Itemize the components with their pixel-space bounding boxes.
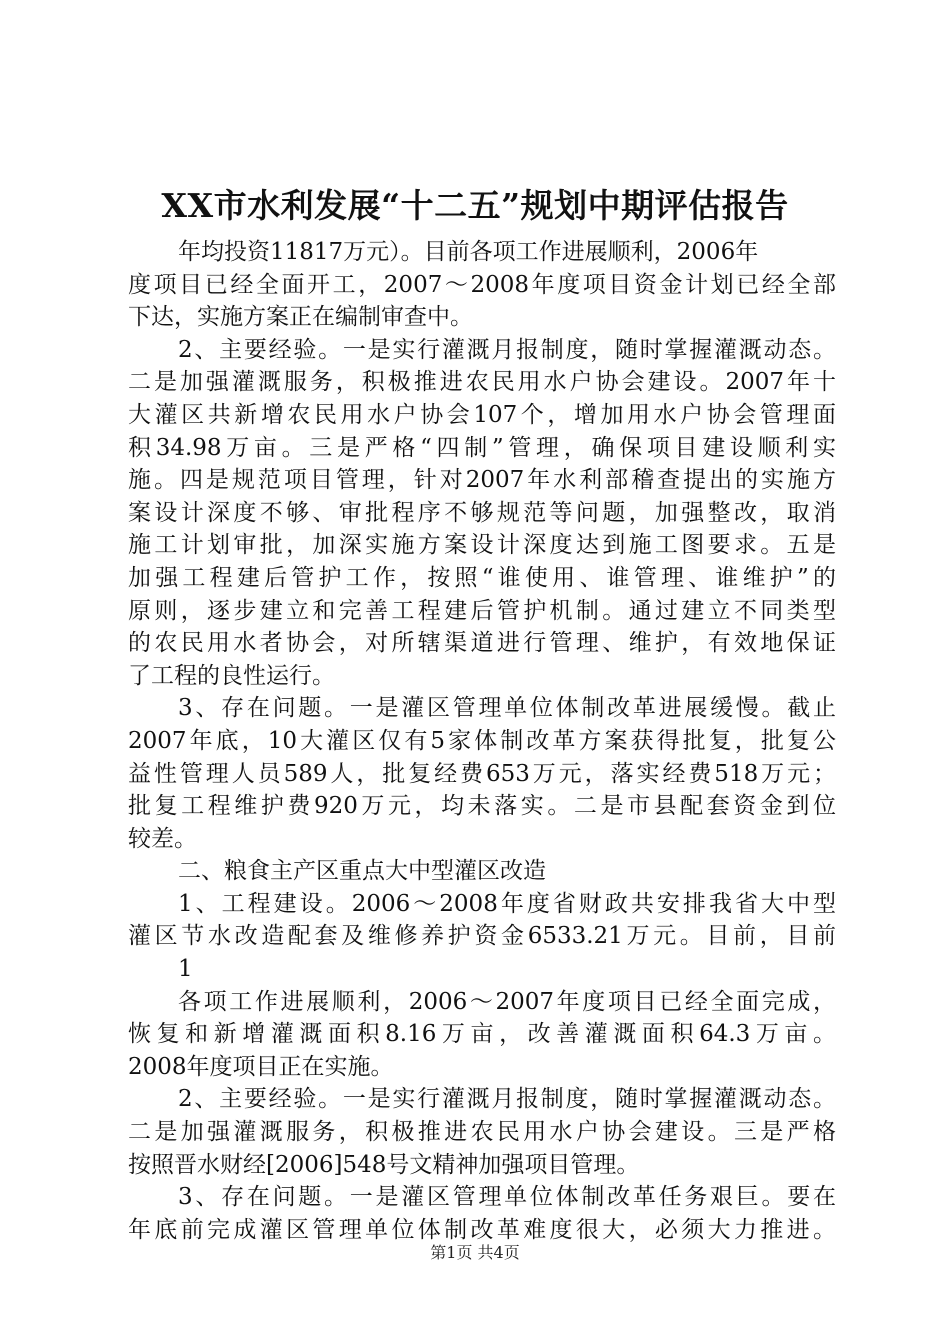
paragraph-line: 了工程的良性运行。 xyxy=(128,662,335,689)
paragraph-line: 较差。 xyxy=(128,825,197,852)
paragraph-line: 灌区节水改造配套及维修养护资金6533.21万元。目前，目前 xyxy=(128,923,836,950)
paragraph-line: 的农民用水者协会，对所辖渠道进行管理、维护，有效地保证 xyxy=(128,630,836,657)
paragraph-line: 年均投资11817万元）。目前各项工作进展顺利，2006年 xyxy=(178,239,759,265)
paragraph-line: 加强工程建后管护工作，按照“谁使用、谁管理、谁维护”的 xyxy=(128,564,836,591)
paragraph-line: 下达，实施方案正在编制审查中。 xyxy=(128,304,473,331)
paragraph-line: 二是加强灌溉服务，积极推进农民用水户协会建设。三是严格 xyxy=(128,1119,836,1146)
paragraph-line: 原则，逐步建立和完善工程建后管护机制。通过建立不同类型 xyxy=(128,597,836,624)
paragraph-line: 益性管理人员589人，批复经费653万元，落实经费518万元； xyxy=(128,760,836,787)
paragraph-line: 批复工程维护费920万元，均未落实。二是市县配套资金到位 xyxy=(128,793,836,820)
section-heading: 二、粮食主产区重点大中型灌区改造 xyxy=(178,858,546,885)
paragraph-line: 施。四是规范项目管理，针对2007年水利部稽查提出的实施方 xyxy=(128,467,836,494)
paragraph-line: 年底前完成灌区管理单位体制改革难度很大，必须大力推进。 xyxy=(128,1216,836,1243)
paragraph-line: 3、存在问题。一是灌区管理单位体制改革进展缓慢。截止 xyxy=(178,695,836,722)
paragraph-line: 3、存在问题。一是灌区管理单位体制改革任务艰巨。要在 xyxy=(178,1184,836,1211)
document-body xyxy=(128,236,836,1246)
paragraph-line: 2、主要经验。一是实行灌溉月报制度，随时掌握灌溉动态。 xyxy=(178,1086,836,1113)
paragraph-line: 施工计划审批，加深实施方案设计深度达到施工图要求。五是 xyxy=(128,532,836,559)
paragraph-line: 2007年底，10大灌区仅有5家体制改革方案获得批复，批复公 xyxy=(128,727,836,754)
paragraph-line: 积34.98万亩。三是严格“四制”管理，确保项目建设顺利实 xyxy=(128,434,836,461)
paragraph-line: 各项工作进展顺利，2006～2007年度项目已经全面完成， xyxy=(178,988,836,1015)
paragraph-line: 恢复和新增灌溉面积8.16万亩，改善灌溉面积64.3万亩。 xyxy=(128,1021,836,1048)
paragraph-line: 2、主要经验。一是实行灌溉月报制度，随时掌握灌溉动态。 xyxy=(178,336,836,363)
page-footer: 第1页 共4页 xyxy=(430,1243,520,1262)
paragraph-line: 1、工程建设。2006～2008年度省财政共安排我省大中型 xyxy=(178,890,836,917)
paragraph-line: 按照晋水财经[2006]548号文精神加强项目管理。 xyxy=(128,1151,640,1178)
paragraph-line: 案设计深度不够、审批程序不够规范等问题，加强整改，取消 xyxy=(128,499,836,526)
document-title: XX市水利发展“十二五”规划中期评估报告 xyxy=(161,186,789,225)
inline-page-number: 1 xyxy=(178,956,193,983)
paragraph-line: 二是加强灌溉服务，积极推进农民用水户协会建设。2007年十 xyxy=(128,369,836,396)
paragraph-line: 大灌区共新增农民用水户协会107个，增加用水户协会管理面 xyxy=(128,401,836,428)
paragraph-line: 2008年度项目正在实施。 xyxy=(128,1053,394,1080)
paragraph-line: 度项目已经全面开工，2007～2008年度项目资金计划已经全部 xyxy=(128,271,836,298)
